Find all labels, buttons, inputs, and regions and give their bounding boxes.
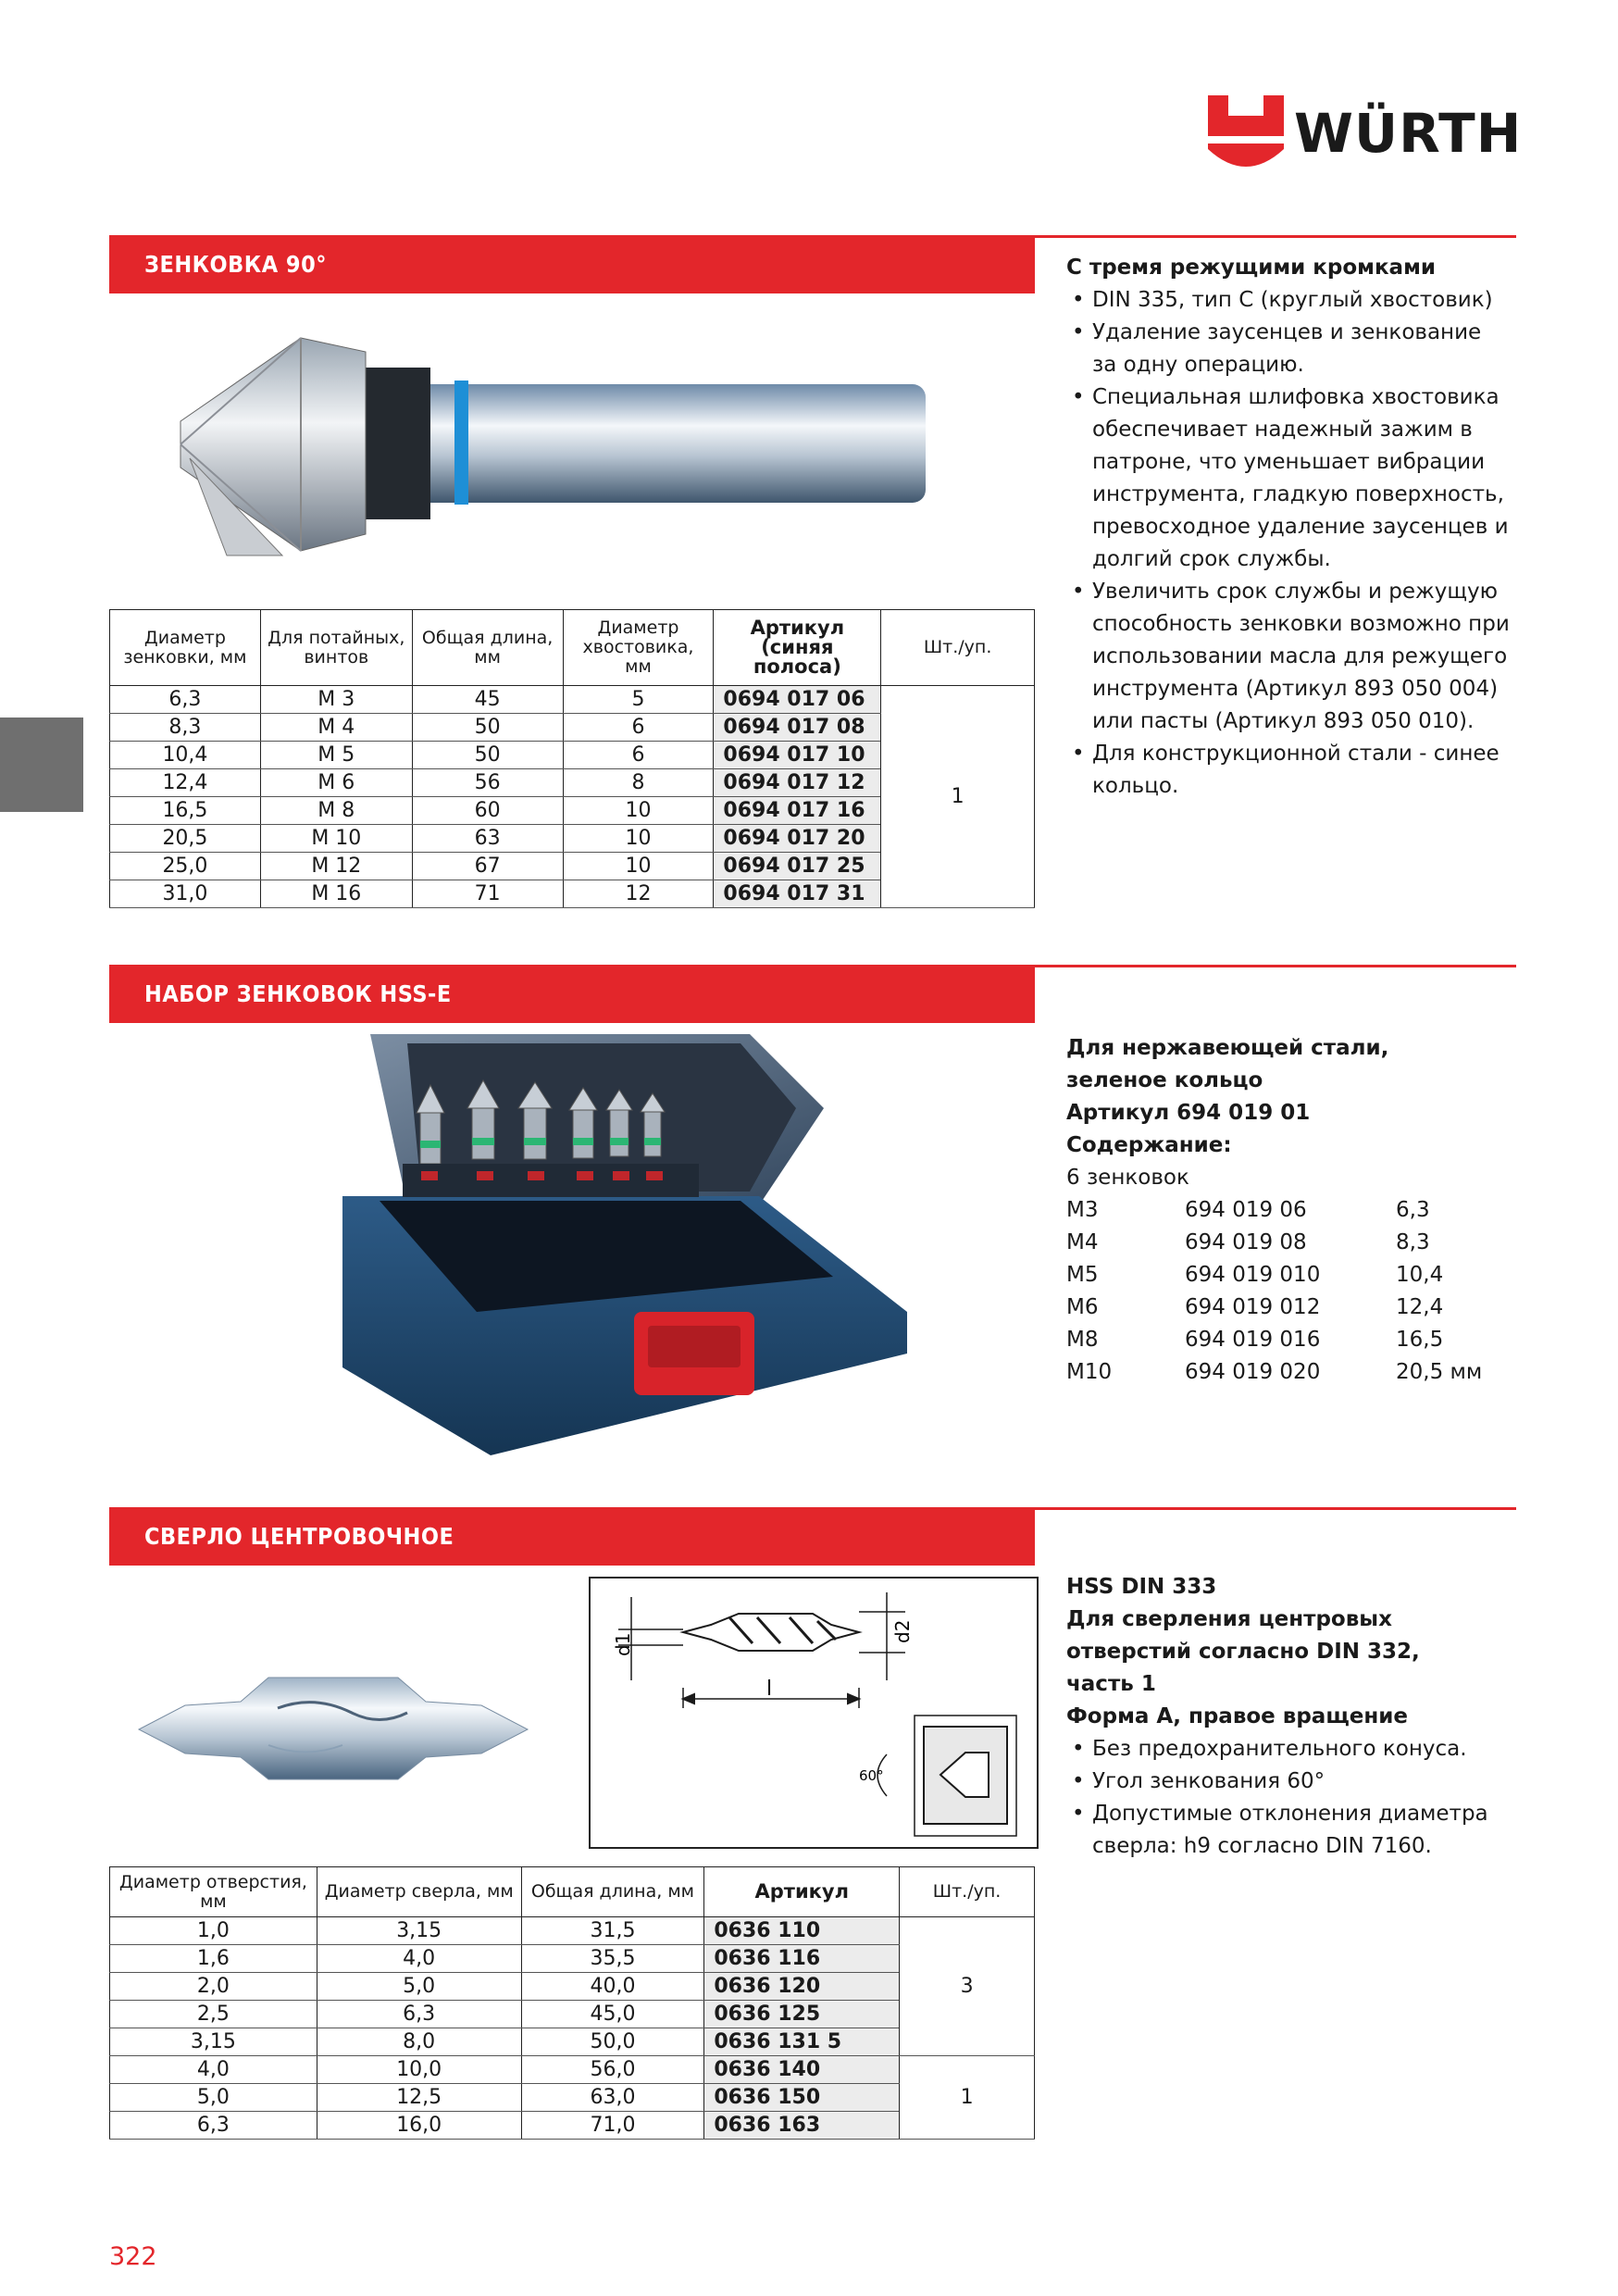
center-drill-drawing-svg: [591, 1578, 1037, 1847]
set-item-diameter: 20,5 мм: [1396, 1360, 1483, 1384]
cell: 31,5: [521, 1917, 704, 1945]
set-item: [1066, 1356, 1511, 1389]
header-qty: Шт./уп.: [900, 1867, 1035, 1917]
set-item: [1066, 1194, 1511, 1227]
set-item-article: 694 019 010: [1185, 1263, 1321, 1287]
set-line: Для нержавеющей стали,: [1066, 1036, 1389, 1060]
set-item-diameter: 10,4: [1396, 1263, 1444, 1287]
cell: M 8: [260, 797, 412, 825]
cell: 6,3: [317, 2001, 521, 2028]
feature-item: • DIN 335, тип С (круглый хвостовик): [1066, 284, 1511, 317]
set-item-size: M10: [1066, 1360, 1113, 1384]
cell: 31,0: [110, 880, 261, 908]
drill-line: часть 1: [1066, 1672, 1156, 1696]
feature-item: • Для конструкционной стали - синее кольцо.: [1066, 738, 1511, 803]
article-cell: 0636 150: [704, 2084, 900, 2112]
cell: 1,6: [110, 1945, 317, 1973]
table-row: [110, 2056, 1035, 2084]
center-drill-image: [130, 1657, 537, 1787]
article-cell: 0694 017 16: [714, 797, 881, 825]
section-header-countersink: [109, 235, 1035, 293]
cell: 5: [563, 686, 714, 714]
article-cell: 0636 163: [704, 2112, 900, 2140]
feature-item: • Без предохранительного конуса.: [1066, 1733, 1511, 1766]
cell: 60: [412, 797, 563, 825]
article-cell: 0636 125: [704, 2001, 900, 2028]
article-cell: 0694 017 08: [714, 714, 881, 742]
table-row: [110, 2028, 1035, 2056]
cell: 10,0: [317, 2056, 521, 2084]
center-drill-table: [109, 1866, 1035, 2140]
cell: 25,0: [110, 853, 261, 880]
cell: 67: [412, 853, 563, 880]
cell: 5,0: [110, 2084, 317, 2112]
header-hole-diameter: Диаметр отверстия, мм: [110, 1867, 317, 1917]
cell: 71,0: [521, 2112, 704, 2140]
cell: 50,0: [521, 2028, 704, 2056]
header-screw: Для потайных, винтов: [260, 610, 412, 686]
countersink-description: [1066, 252, 1511, 803]
cell: 8,3: [110, 714, 261, 742]
cell: 1,0: [110, 1917, 317, 1945]
header-qty: Шт./уп.: [881, 610, 1035, 686]
cell: M 12: [260, 853, 412, 880]
chapter-tab: [0, 718, 83, 812]
header-article: Артикул: [704, 1867, 900, 1917]
cell: 12: [563, 880, 714, 908]
center-drill-description: [1066, 1571, 1511, 1863]
set-item-article: 694 019 06: [1185, 1198, 1307, 1222]
article-cell: 0636 131 5: [704, 2028, 900, 2056]
page-number: 322: [109, 2242, 157, 2271]
cell: 6: [563, 714, 714, 742]
set-item-article: 694 019 08: [1185, 1230, 1307, 1254]
header-countersink-diameter: Диаметр зенковки, мм: [110, 610, 261, 686]
article-cell: 0694 017 10: [714, 742, 881, 769]
drawing-label-d2: d2: [891, 1619, 914, 1643]
cell: 5,0: [317, 1973, 521, 2001]
cell: 2,0: [110, 1973, 317, 2001]
cell: 12,4: [110, 769, 261, 797]
section-title: ЗЕНКОВКА 90°: [144, 251, 327, 278]
set-item: [1066, 1292, 1511, 1324]
cell: 10,4: [110, 742, 261, 769]
table-row: [110, 1945, 1035, 1973]
cell: 4,0: [110, 2056, 317, 2084]
table-row: [110, 1973, 1035, 2001]
table-row: [110, 686, 1035, 714]
table-row: [110, 2112, 1035, 2140]
article-cell: 0694 017 20: [714, 825, 881, 853]
description-title: С тремя режущими кромками: [1066, 256, 1436, 280]
section-divider: [1035, 235, 1516, 238]
countersink-set-case-image: [315, 1034, 935, 1455]
cell: 8,0: [317, 2028, 521, 2056]
header-shank-diameter: Диаметр хвостовика, мм: [563, 610, 714, 686]
article-cell: 0636 116: [704, 1945, 900, 1973]
cell: 6: [563, 742, 714, 769]
cell: 45: [412, 686, 563, 714]
article-cell: 0694 017 06: [714, 686, 881, 714]
cell: 2,5: [110, 2001, 317, 2028]
article-cell: 0636 120: [704, 1973, 900, 2001]
feature-list: [1066, 1733, 1511, 1863]
qty-cell: 1: [881, 686, 1035, 908]
article-cell: 0694 017 31: [714, 880, 881, 908]
feature-list: [1066, 284, 1511, 803]
set-line: зеленое кольцо: [1066, 1068, 1263, 1092]
feature-item: • Увеличить срок службы и режущую способность зенковки возможно при использовании масла для режущего инструмента (Артикул 893 050 004) или пасты (Артикул 893 050 010).: [1066, 576, 1511, 738]
cell: M 16: [260, 880, 412, 908]
set-item: [1066, 1227, 1511, 1259]
set-contents-title: Содержание:: [1066, 1133, 1232, 1157]
cell: M 4: [260, 714, 412, 742]
drawing-label-d1: d1: [612, 1632, 634, 1656]
feature-item: • Специальная шлифовка хвостовика обеспечивает надежный зажим в патроне, что уменьшает вибрации инструмента, гладкую поверхность, превосходное удаление заусенцев и долгий срок службы.: [1066, 381, 1511, 576]
cell: 50: [412, 742, 563, 769]
header-total-length: Общая длина, мм: [412, 610, 563, 686]
set-item-article: 694 019 020: [1185, 1360, 1321, 1384]
set-item-diameter: 16,5: [1396, 1328, 1444, 1352]
section-header-center-drill: [109, 1507, 1035, 1566]
cell: 16,5: [110, 797, 261, 825]
cell: 50: [412, 714, 563, 742]
section-title: НАБОР ЗЕНКОВОК HSS-E: [144, 980, 452, 1007]
qty-cell: 1: [900, 2056, 1035, 2140]
article-cell: 0636 140: [704, 2056, 900, 2084]
cell: 3,15: [317, 1917, 521, 1945]
cell: M 6: [260, 769, 412, 797]
cell: 8: [563, 769, 714, 797]
set-article: Артикул 694 019 01: [1066, 1101, 1311, 1125]
cell: 40,0: [521, 1973, 704, 2001]
center-drill-drawing: [589, 1577, 1039, 1849]
header-article: Артикул (синяя полоса): [714, 610, 881, 686]
set-item-size: M6: [1066, 1295, 1099, 1319]
feature-item: • Удаление заусенцев и зенкование за одну операцию.: [1066, 317, 1511, 381]
cell: 63,0: [521, 2084, 704, 2112]
set-item: [1066, 1259, 1511, 1292]
countersink-set-description: [1066, 1032, 1511, 1389]
wurth-logo-mark-icon: [1208, 95, 1284, 169]
feature-item: • Допустимые отклонения диаметра сверла: h9 согласно DIN 7160.: [1066, 1798, 1511, 1863]
table-row: [110, 1917, 1035, 1945]
set-item-article: 694 019 012: [1185, 1295, 1321, 1319]
section-header-countersink-set: [109, 965, 1035, 1023]
header-drill-diameter: Диаметр сверла, мм: [317, 1867, 521, 1917]
set-item-diameter: 12,4: [1396, 1295, 1444, 1319]
cell: 4,0: [317, 1945, 521, 1973]
cell: 6,3: [110, 2112, 317, 2140]
cell: 10: [563, 797, 714, 825]
set-item-diameter: 8,3: [1396, 1230, 1430, 1254]
drill-line: Для сверления центровых: [1066, 1607, 1392, 1631]
set-item-article: 694 019 016: [1185, 1328, 1321, 1352]
set-count: 6 зенковок: [1066, 1166, 1189, 1190]
wurth-logo: [1208, 95, 1523, 169]
table-row: [110, 2084, 1035, 2112]
set-item-diameter: 6,3: [1396, 1198, 1430, 1222]
cell: 45,0: [521, 2001, 704, 2028]
countersink-image: [171, 319, 940, 569]
article-cell: 0694 017 25: [714, 853, 881, 880]
countersink-table: [109, 609, 1035, 908]
cell: 20,5: [110, 825, 261, 853]
set-item-size: M4: [1066, 1230, 1099, 1254]
cell: 10: [563, 825, 714, 853]
feature-item: • Угол зенкования 60°: [1066, 1766, 1511, 1798]
cell: 35,5: [521, 1945, 704, 1973]
cell: 56,0: [521, 2056, 704, 2084]
cell: 6,3: [110, 686, 261, 714]
set-item: [1066, 1324, 1511, 1356]
section-divider: [1035, 965, 1516, 967]
set-item-size: M3: [1066, 1198, 1099, 1222]
cell: 3,15: [110, 2028, 317, 2056]
cell: 10: [563, 853, 714, 880]
drill-line: отверстий согласно DIN 332,: [1066, 1640, 1420, 1664]
cell: 71: [412, 880, 563, 908]
drawing-label-angle: 60°: [859, 1767, 884, 1784]
cell: 63: [412, 825, 563, 853]
drill-line: HSS DIN 333: [1066, 1575, 1217, 1599]
cell: M 5: [260, 742, 412, 769]
set-item-size: M8: [1066, 1328, 1099, 1352]
article-cell: 0636 110: [704, 1917, 900, 1945]
cell: M 10: [260, 825, 412, 853]
header-total-length: Общая длина, мм: [521, 1867, 704, 1917]
qty-cell: 3: [900, 1917, 1035, 2056]
drawing-label-l: l: [766, 1678, 773, 1701]
cell: 12,5: [317, 2084, 521, 2112]
section-divider: [1035, 1507, 1516, 1510]
cell: 16,0: [317, 2112, 521, 2140]
section-title: СВЕРЛО ЦЕНТРОВОЧНОЕ: [144, 1523, 454, 1550]
cell: M 3: [260, 686, 412, 714]
article-cell: 0694 017 12: [714, 769, 881, 797]
table-row: [110, 2001, 1035, 2028]
brand-name: WÜRTH: [1294, 102, 1523, 165]
set-item-size: M5: [1066, 1263, 1099, 1287]
cell: 56: [412, 769, 563, 797]
drill-line: Форма А, правое вращение: [1066, 1704, 1408, 1728]
